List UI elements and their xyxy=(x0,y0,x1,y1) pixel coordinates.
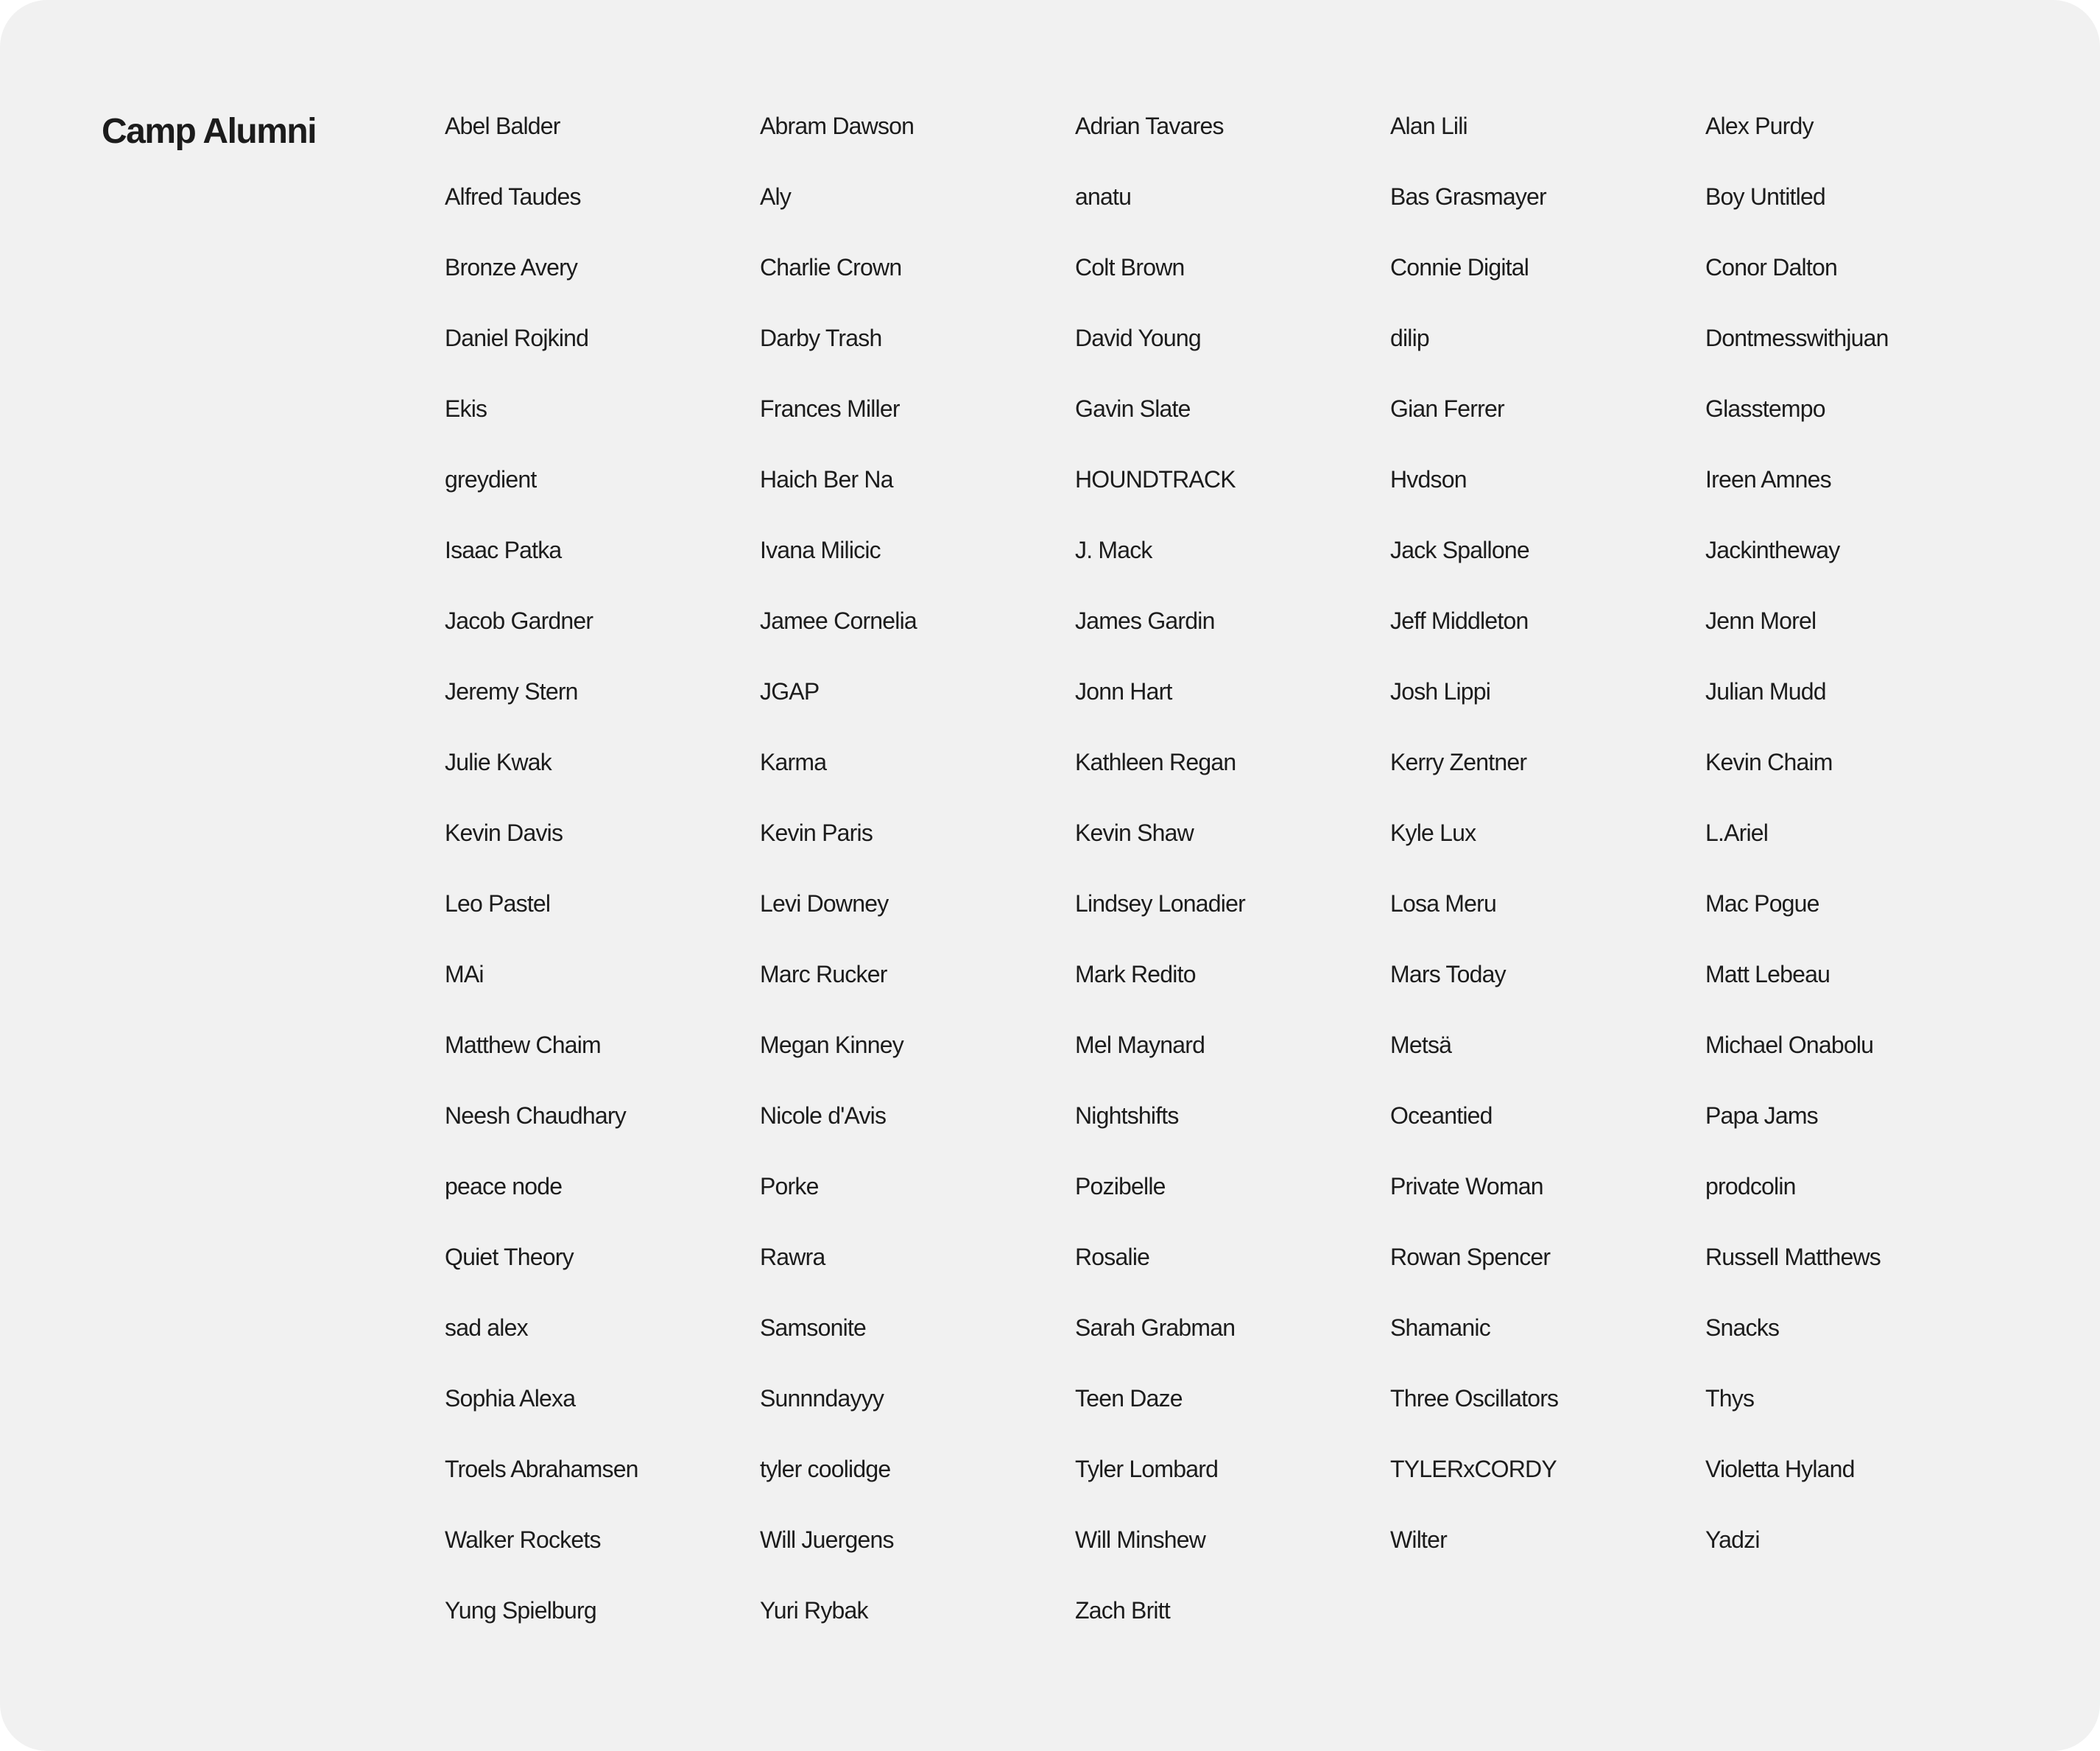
alumni-name: Colt Brown xyxy=(1075,254,1185,281)
alumni-name: Matthew Chaim xyxy=(445,1032,601,1058)
alumni-name: L.Ariel xyxy=(1705,820,1769,846)
alumni-name: David Young xyxy=(1075,325,1201,351)
alumni-name: Kevin Shaw xyxy=(1075,820,1194,846)
alumni-name: sad alex xyxy=(445,1314,528,1341)
alumni-name: Bas Grasmayer xyxy=(1390,183,1546,210)
alumni-name: Michael Onabolu xyxy=(1705,1032,1874,1058)
alumni-name: Alfred Taudes xyxy=(445,183,581,210)
alumni-name: Troels Abrahamsen xyxy=(445,1456,638,1482)
alumni-name: Papa Jams xyxy=(1705,1102,1818,1129)
alumni-name: Rawra xyxy=(760,1244,825,1270)
alumni-name: Isaac Patka xyxy=(445,537,562,563)
alumni-name: Kathleen Regan xyxy=(1075,749,1236,775)
alumni-name: Gian Ferrer xyxy=(1390,395,1504,422)
alumni-name: Kevin Paris xyxy=(760,820,873,846)
alumni-name: Boy Untitled xyxy=(1705,183,1825,210)
alumni-name: Walker Rockets xyxy=(445,1526,601,1553)
alumni-name: Frances Miller xyxy=(760,395,900,422)
alumni-name: prodcolin xyxy=(1705,1173,1796,1199)
alumni-name: Mars Today xyxy=(1390,961,1506,987)
alumni-name: Levi Downey xyxy=(760,890,889,917)
alumni-name: Daniel Rojkind xyxy=(445,325,589,351)
alumni-name: Three Oscillators xyxy=(1390,1385,1559,1412)
alumni-name: J. Mack xyxy=(1075,537,1152,563)
alumni-name: Mel Maynard xyxy=(1075,1032,1205,1058)
alumni-name: Josh Lippi xyxy=(1390,678,1491,705)
alumni-name: James Gardin xyxy=(1075,607,1215,634)
alumni-name: TYLERxCORDY xyxy=(1390,1456,1557,1482)
alumni-name: Sarah Grabman xyxy=(1075,1314,1236,1341)
alumni-name: Losa Meru xyxy=(1390,890,1496,917)
alumni-name: Will Juergens xyxy=(760,1526,894,1553)
alumni-name: Tyler Lombard xyxy=(1075,1456,1219,1482)
alumni-name: Marc Rucker xyxy=(760,961,887,987)
alumni-name: greydient xyxy=(445,466,537,493)
page-title: Camp Alumni xyxy=(102,112,317,151)
alumni-name: JGAP xyxy=(760,678,820,705)
alumni-name: Yung Spielburg xyxy=(445,1597,596,1624)
alumni-name: Kerry Zentner xyxy=(1390,749,1527,775)
alumni-name: Lindsey Lonadier xyxy=(1075,890,1245,917)
alumni-name: Sunnndayyy xyxy=(760,1385,884,1412)
alumni-name: Mac Pogue xyxy=(1705,890,1819,917)
alumni-name: Private Woman xyxy=(1390,1173,1543,1199)
alumni-name: Alex Purdy xyxy=(1705,113,1814,139)
alumni-name: Jonn Hart xyxy=(1075,678,1172,705)
alumni-name: Quiet Theory xyxy=(445,1244,574,1270)
alumni-name: Zach Britt xyxy=(1075,1597,1170,1624)
alumni-name: Haich Ber Na xyxy=(760,466,893,493)
alumni-name: Snacks xyxy=(1705,1314,1780,1341)
alumni-name: Nicole d'Avis xyxy=(760,1102,887,1129)
alumni-name: Porke xyxy=(760,1173,819,1199)
alumni-name: Connie Digital xyxy=(1390,254,1529,281)
alumni-name: Jeff Middleton xyxy=(1390,607,1529,634)
alumni-name: Pozibelle xyxy=(1075,1173,1166,1199)
alumni-name: Violetta Hyland xyxy=(1705,1456,1855,1482)
alumni-name: MAi xyxy=(445,961,484,987)
alumni-name: Thys xyxy=(1705,1385,1755,1412)
alumni-name: Shamanic xyxy=(1390,1314,1490,1341)
alumni-name: Will Minshew xyxy=(1075,1526,1206,1553)
alumni-name: Hvdson xyxy=(1390,466,1467,493)
alumni-name: Jack Spallone xyxy=(1390,537,1529,563)
alumni-name: Dontmesswithjuan xyxy=(1705,325,1889,351)
alumni-name: Wilter xyxy=(1390,1526,1447,1553)
alumni-name: Glasstempo xyxy=(1705,395,1825,422)
alumni-name: peace node xyxy=(445,1173,563,1199)
alumni-name: Aly xyxy=(760,183,792,210)
alumni-name: Neesh Chaudhary xyxy=(445,1102,626,1129)
alumni-name: Kevin Davis xyxy=(445,820,563,846)
alumni-name: Alan Lili xyxy=(1390,113,1467,139)
alumni-name: Bronze Avery xyxy=(445,254,578,281)
alumni-name: Kyle Lux xyxy=(1390,820,1476,846)
alumni-name: Sophia Alexa xyxy=(445,1385,576,1412)
alumni-name: Matt Lebeau xyxy=(1705,961,1831,987)
alumni-name: Julie Kwak xyxy=(445,749,552,775)
alumni-name: HOUNDTRACK xyxy=(1075,466,1236,493)
alumni-name: Megan Kinney xyxy=(760,1032,903,1058)
alumni-name: Yadzi xyxy=(1705,1526,1760,1553)
alumni-name: Abel Balder xyxy=(445,113,560,139)
alumni-name: Conor Dalton xyxy=(1705,254,1837,281)
alumni-name: Jenn Morel xyxy=(1705,607,1817,634)
alumni-name: Abram Dawson xyxy=(760,113,915,139)
alumni-name: Karma xyxy=(760,749,827,775)
alumni-name: Julian Mudd xyxy=(1705,678,1826,705)
alumni-name: Metsä xyxy=(1390,1032,1452,1058)
alumni-name: Ireen Amnes xyxy=(1705,466,1831,493)
alumni-name: Adrian Tavares xyxy=(1075,113,1224,139)
alumni-name: Jacob Gardner xyxy=(445,607,593,634)
alumni-name: Jeremy Stern xyxy=(445,678,578,705)
alumni-name: Ekis xyxy=(445,395,487,422)
alumni-name: Ivana Milicic xyxy=(760,537,881,563)
alumni-grid xyxy=(445,105,2028,1660)
alumni-name: Rowan Spencer xyxy=(1390,1244,1551,1270)
alumni-name: dilip xyxy=(1390,325,1429,351)
alumni-name: Teen Daze xyxy=(1075,1385,1183,1412)
alumni-name: tyler coolidge xyxy=(760,1456,891,1482)
alumni-name: Darby Trash xyxy=(760,325,882,351)
alumni-name: Gavin Slate xyxy=(1075,395,1191,422)
alumni-name: Leo Pastel xyxy=(445,890,551,917)
alumni-name: Oceantied xyxy=(1390,1102,1493,1129)
alumni-name: Russell Matthews xyxy=(1705,1244,1881,1270)
alumni-name: anatu xyxy=(1075,183,1132,210)
alumni-name: Jackintheway xyxy=(1705,537,1840,563)
alumni-name: Nightshifts xyxy=(1075,1102,1179,1129)
alumni-name: Charlie Crown xyxy=(760,254,902,281)
alumni-name: Jamee Cornelia xyxy=(760,607,917,634)
alumni-name: Rosalie xyxy=(1075,1244,1150,1270)
alumni-name: Kevin Chaim xyxy=(1705,749,1833,775)
alumni-name: Samsonite xyxy=(760,1314,866,1341)
alumni-name: Yuri Rybak xyxy=(760,1597,868,1624)
alumni-name: Mark Redito xyxy=(1075,961,1196,987)
